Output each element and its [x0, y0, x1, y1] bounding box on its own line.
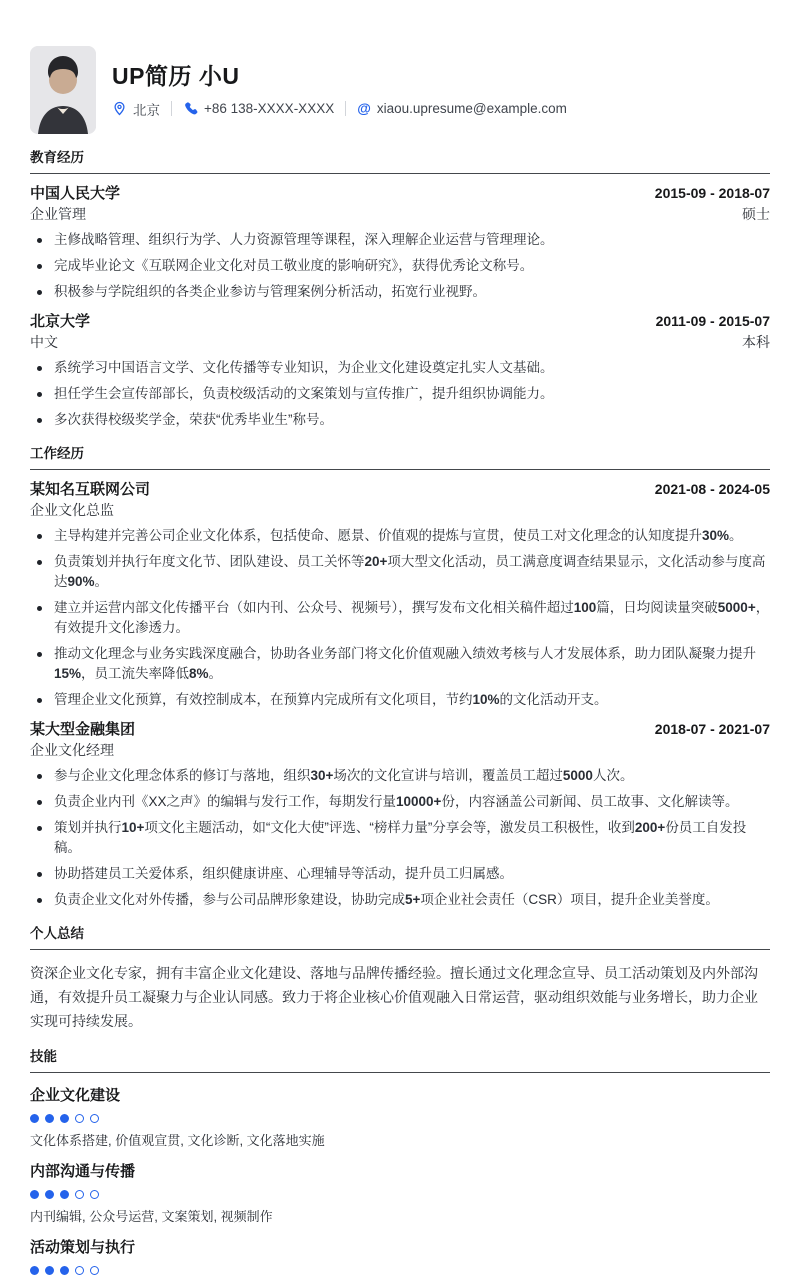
bullet-marker-icon — [37, 800, 42, 805]
bullet-text: 负责策划并执行年度文化节、团队建设、员工关怀等20+项大型文化活动，员工满意度调查结果显示，文化活动参与度高达90%。 — [54, 554, 766, 589]
degree-label: 本科 — [742, 334, 770, 350]
bullet-text: 负责企业内刊《XX之声》的编辑与发行工作，每期发行量10000+份，内容涵盖公司新闻、员工故事、文化解读等。 — [54, 794, 739, 809]
skill-keywords: 内刊编辑, 公众号运营, 文案策划, 视频制作 — [30, 1209, 273, 1224]
entry-subhead — [30, 741, 770, 759]
school-name: 中国人民大学 — [30, 185, 121, 202]
bullet-text: 担任学生会宣传部部长，负责校级活动的文案策划与宣传推广，提升组织协调能力。 — [54, 386, 554, 401]
bullet-text: 积极参与学院组织的各类企业参访与管理案例分析活动，拓宽行业视野。 — [54, 284, 486, 299]
bullet-item — [30, 256, 770, 276]
bullet-item — [30, 230, 770, 250]
bullet-text: 多次获得校级奖学金，荣获“优秀毕业生”称号。 — [54, 412, 333, 427]
contact-text-email: xiaou.upresume@example.com — [376, 101, 567, 116]
major-name: 企业管理 — [30, 206, 86, 222]
bullet-item — [30, 644, 770, 684]
section-education — [30, 149, 770, 430]
skill-dot-empty-icon — [90, 1114, 99, 1123]
bullet-marker-icon — [37, 392, 42, 397]
work-entries — [30, 480, 770, 910]
bullet-text: 负责企业文化对外传播，参与公司品牌形象建设，协助完成5+项企业社会责任（CSR）项目，提升企业美誉度。 — [54, 892, 719, 907]
contact-location — [112, 99, 160, 119]
skill-level-dots — [30, 1266, 770, 1275]
skills-section-title: 技能 — [30, 1048, 770, 1073]
bullet-list — [30, 766, 770, 910]
resume-header — [30, 46, 770, 134]
skill-dot-filled-icon — [30, 1266, 39, 1275]
bullet-marker-icon — [37, 238, 42, 243]
skill-dot-empty-icon — [75, 1114, 84, 1123]
bullet-text: 建立并运营内部文化传播平台（如内刊、公众号、视频号），撰写发布文化相关稿件超过100篇，日均阅读量突破5000+，有效提升文化渗透力。 — [54, 600, 770, 635]
skill-keywords: 文化体系搭建, 价值观宣贯, 文化诊断, 文化落地实施 — [30, 1133, 325, 1148]
entry-head — [30, 480, 770, 499]
bullet-item — [30, 890, 770, 910]
education-section-title: 教育经历 — [30, 149, 770, 174]
school-name: 北京大学 — [30, 313, 91, 330]
entry-subhead — [30, 333, 770, 351]
job-title: 企业文化总监 — [30, 502, 114, 518]
phone-icon — [183, 101, 198, 116]
section-skills — [30, 1048, 770, 1275]
skill-name: 内部沟通与传播 — [30, 1163, 136, 1180]
entry-head — [30, 184, 770, 203]
bullet-item — [30, 384, 770, 404]
company-name: 某知名互联网公司 — [30, 481, 151, 498]
entry-head — [30, 312, 770, 331]
bullet-list — [30, 358, 770, 430]
bullet-item — [30, 818, 770, 858]
bullet-marker-icon — [37, 418, 42, 423]
skill-list — [30, 1086, 770, 1275]
bullet-marker-icon — [37, 290, 42, 295]
date-range: 2011-09 - 2015-07 — [655, 313, 770, 329]
bullet-marker-icon — [37, 534, 42, 539]
skill-item — [30, 1238, 770, 1275]
bullet-marker-icon — [37, 366, 42, 371]
contact-row — [112, 99, 770, 119]
skill-dot-filled-icon — [45, 1266, 54, 1275]
bullet-marker-icon — [37, 652, 42, 657]
bullet-marker-icon — [37, 774, 42, 779]
divider — [345, 101, 346, 116]
major-name: 中文 — [30, 334, 58, 350]
skill-item — [30, 1086, 770, 1149]
bullet-text: 推动文化理念与业务实践深度融合，协助各业务部门将文化价值观融入绩效考核与人才发展体系，助力团队凝聚力提升15%，员工流失率降低8%。 — [54, 646, 756, 681]
contact-email — [357, 101, 567, 116]
date-range: 2018-07 - 2021-07 — [654, 721, 770, 737]
date-range: 2021-08 - 2024-05 — [654, 481, 770, 497]
skill-dot-empty-icon — [75, 1266, 84, 1275]
skill-dot-empty-icon — [75, 1190, 84, 1199]
section-work — [30, 445, 770, 910]
bullet-item — [30, 282, 770, 302]
bullet-item — [30, 552, 770, 592]
work-entry — [30, 720, 770, 910]
bullet-marker-icon — [37, 606, 42, 611]
skill-dot-filled-icon — [30, 1190, 39, 1199]
bullet-text: 主导构建并完善公司企业文化体系，包括使命、愿景、价值观的提炼与宣贯，使员工对文化理念的认知度提升30%。 — [54, 528, 743, 543]
skill-dot-filled-icon — [60, 1114, 69, 1123]
location-pin-icon — [112, 101, 127, 116]
education-entries — [30, 184, 770, 430]
entry-subhead — [30, 501, 770, 519]
education-entry — [30, 184, 770, 302]
contact-text-location: 北京 — [133, 102, 160, 118]
bullet-text: 策划并执行10+项文化主题活动，如“文化大使”评选、“榜样力量”分享会等，激发员工积极性，收到200+份员工自发投稿。 — [54, 820, 747, 855]
summary-text: 资深企业文化专家，拥有丰富企业文化建设、落地与品牌传播经验。擅长通过文化理念宣导、员工活动策划及内外部沟通，有效提升员工凝聚力与企业认同感。致力于将企业核心价值观融入日常运营，驱动组织效能与业务增长，助力企业实现可持续发展。 — [30, 965, 758, 1029]
skill-level-dots — [30, 1114, 770, 1123]
bullet-text: 协助搭建员工关爱体系，组织健康讲座、心理辅导等活动，提升员工归属感。 — [54, 866, 513, 881]
bullet-text: 主修战略管理、组织行为学、人力资源管理等课程，深入理解企业运营与管理理论。 — [54, 232, 554, 247]
bullet-item — [30, 792, 770, 812]
bullet-item — [30, 766, 770, 786]
skill-dot-empty-icon — [90, 1266, 99, 1275]
bullet-marker-icon — [37, 264, 42, 269]
skill-level-dots — [30, 1190, 770, 1199]
entry-head — [30, 720, 770, 739]
bullet-item — [30, 864, 770, 884]
person-portrait-icon — [30, 46, 96, 134]
profile-photo — [30, 46, 96, 134]
date-range: 2015-09 - 2018-07 — [654, 185, 770, 201]
education-entry — [30, 312, 770, 430]
skill-dot-filled-icon — [60, 1190, 69, 1199]
skill-name: 企业文化建设 — [30, 1087, 121, 1104]
bullet-text: 系统学习中国语言文学、文化传播等专业知识，为企业文化建设奠定扎实人文基础。 — [54, 360, 554, 375]
bullet-text: 管理企业文化预算，有效控制成本，在预算内完成所有文化项目，节约10%的文化活动开支。 — [54, 692, 608, 707]
bullet-list — [30, 526, 770, 710]
bullet-marker-icon — [37, 826, 42, 831]
work-entry — [30, 480, 770, 710]
skill-dot-filled-icon — [30, 1114, 39, 1123]
bullet-list — [30, 230, 770, 302]
contact-text-phone: +86 138-XXXX-XXXX — [204, 101, 335, 116]
bullet-item — [30, 526, 770, 546]
divider — [171, 101, 172, 116]
section-summary — [30, 925, 770, 1033]
bullet-item — [30, 690, 770, 710]
bullet-text: 完成毕业论文《互联网企业文化对员工敬业度的影响研究》，获得优秀论文称号。 — [54, 258, 534, 273]
company-name: 某大型金融集团 — [30, 721, 136, 738]
email-at-icon: @ — [357, 100, 371, 116]
summary-section-title: 个人总结 — [30, 925, 770, 950]
skill-dot-filled-icon — [60, 1266, 69, 1275]
bullet-marker-icon — [37, 698, 42, 703]
bullet-item — [30, 410, 770, 430]
skill-dot-filled-icon — [45, 1190, 54, 1199]
entry-subhead — [30, 205, 770, 223]
bullet-marker-icon — [37, 898, 42, 903]
skill-dot-empty-icon — [90, 1190, 99, 1199]
work-section-title: 工作经历 — [30, 445, 770, 470]
contact-phone — [183, 101, 334, 116]
job-title: 企业文化经理 — [30, 742, 114, 758]
bullet-item — [30, 598, 770, 638]
bullet-item — [30, 358, 770, 378]
degree-label: 硕士 — [742, 206, 770, 222]
skill-name: 活动策划与执行 — [30, 1239, 136, 1256]
skill-dot-filled-icon — [45, 1114, 54, 1123]
bullet-marker-icon — [37, 872, 42, 877]
identity-block — [112, 62, 770, 119]
bullet-marker-icon — [37, 560, 42, 565]
bullet-text: 参与企业文化理念体系的修订与落地，组织30+场次的文化宣讲与培训，覆盖员工超过5000人次。 — [54, 768, 634, 783]
skill-item — [30, 1162, 770, 1225]
candidate-name: UP简历 小U — [112, 62, 240, 89]
